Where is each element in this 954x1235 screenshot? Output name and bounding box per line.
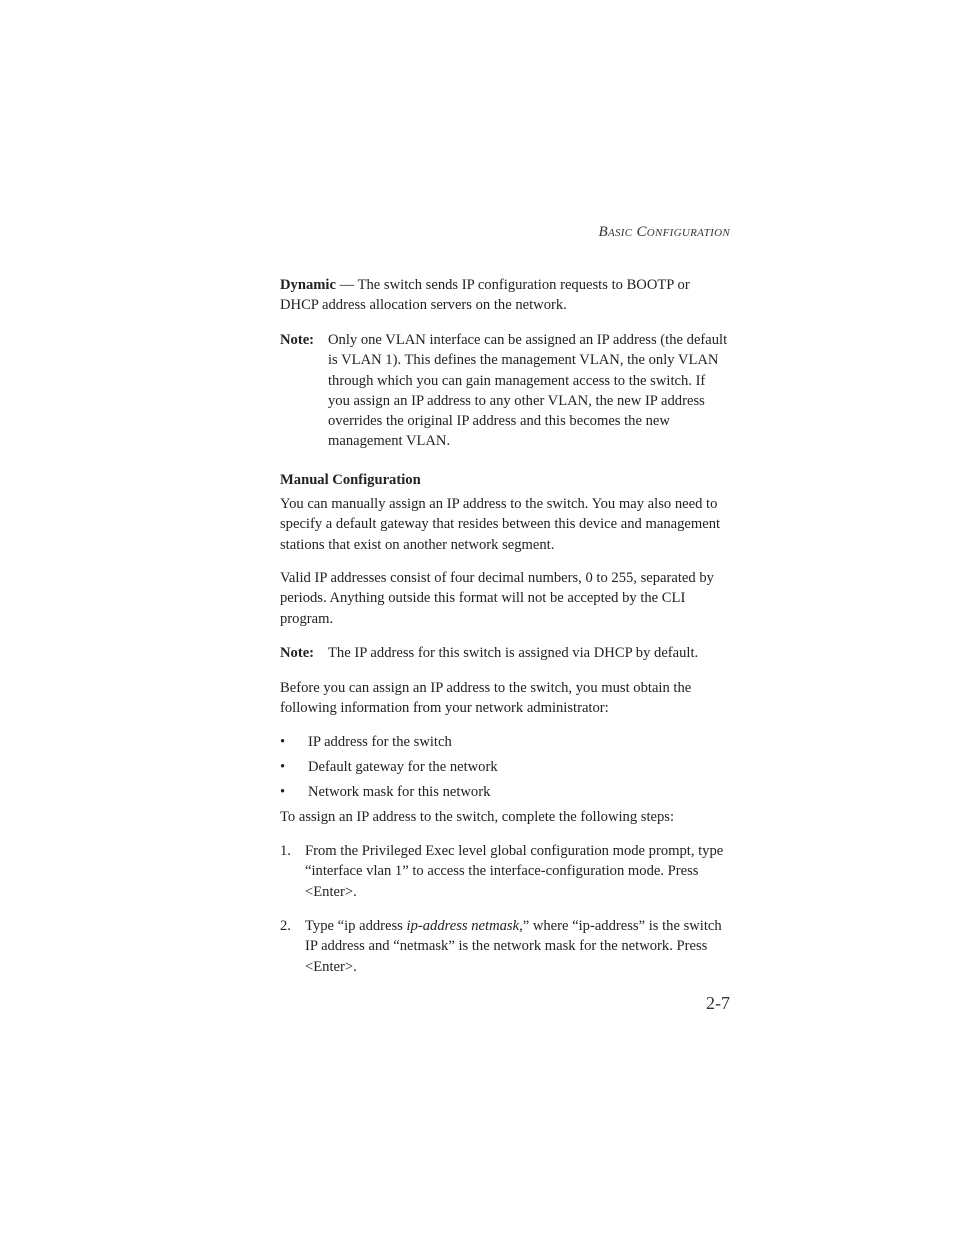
step-text [305,916,730,977]
step-number: 1. [280,843,291,859]
manual-paragraph-1: You can manually assign an IP address to the switch. You may also need to specify a default gateway that resides between this device and management stations that exist on another network segment. [280,496,721,553]
step-text-italic: ip-address netmask [406,918,520,934]
dynamic-text: — The switch sends IP configuration requests to BOOTP or DHCP address allocation servers on the network. [280,277,690,314]
step-item [280,916,730,977]
note-1 [280,330,730,452]
step-text-post: ,” where “ip-address” is the switch IP address and “netmask” is the network mask for the network. Press <Enter>. [305,918,722,975]
running-header: Basic Configuration [598,224,730,240]
list-item [280,757,730,777]
bullet-dot: • [280,759,286,775]
step-text-pre: Type “ip address [305,918,407,934]
note-2 [280,643,730,663]
bullet-dot: • [280,734,286,750]
note-1-label: Note: [280,332,315,348]
section-heading-manual: Manual Configuration [280,472,421,488]
page-number: 2-7 [706,993,730,1013]
dynamic-term: Dynamic [280,277,336,293]
bullet-text: Network mask for this network [308,784,491,800]
before-paragraph: Before you can assign an IP address to the switch, you must obtain the following information from your network administrator: [280,680,692,717]
dynamic-paragraph [280,275,730,316]
bullet-text: IP address for the switch [308,734,452,750]
note-2-text: The IP address for this switch is assigned via DHCP by default. [328,645,699,661]
list-item [280,782,730,802]
note-2-label: Note: [280,645,315,661]
bullet-text: Default gateway for the network [308,759,498,775]
manual-paragraph-2: Valid IP addresses consist of four decimal numbers, 0 to 255, separated by periods. Anything outside this format will not be accepted by the CLI program. [280,570,714,627]
steps-intro: To assign an IP address to the switch, complete the following steps: [280,809,675,825]
step-number: 2. [280,918,291,934]
note-1-text: Only one VLAN interface can be assigned an IP address (the default is VLAN 1). This defines the management VLAN, the only VLAN through which you can gain management access to the switch. If you assign an IP address to any other VLAN, the new IP address overrides the original IP address and this becomes the new management VLAN. [328,332,728,450]
step-text: From the Privileged Exec level global configuration mode prompt, type “interface vlan 1” to access the interface-configuration mode. Press <Enter>. [305,843,724,900]
bullet-dot: • [280,784,286,800]
list-item [280,732,730,752]
step-item [280,841,730,902]
